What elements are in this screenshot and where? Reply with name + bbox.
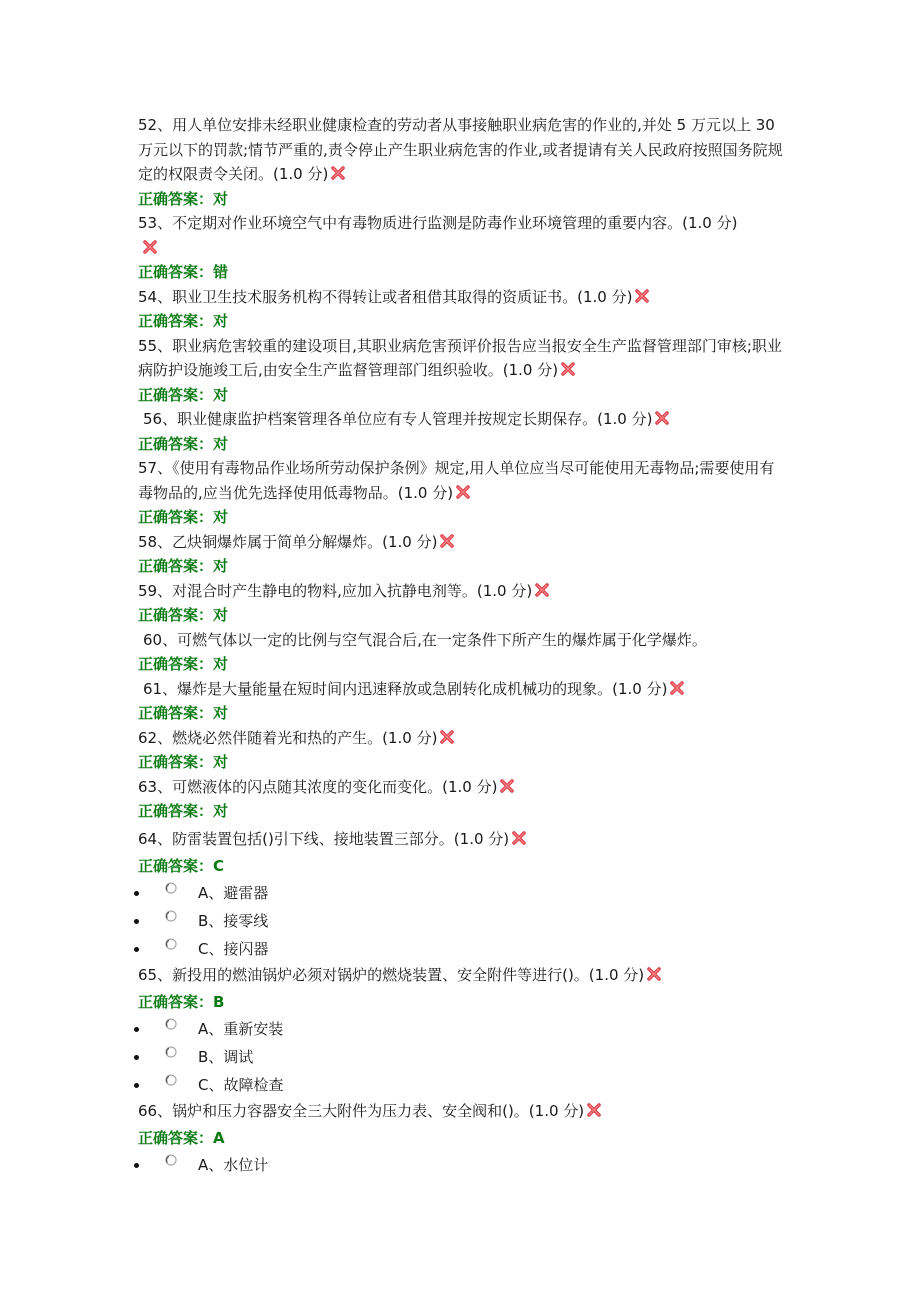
- option-label: A、水位计: [198, 1155, 269, 1174]
- question-60: 60、可燃气体以一定的比例与空气混合后,在一定条件下所产生的爆炸属于化学爆炸。: [143, 630, 707, 649]
- wrong-mark-icon: [499, 778, 515, 794]
- radio-button-icon[interactable]: [165, 1074, 177, 1086]
- question-53: 53、不定期对作业环境空气中有毒物质进行监测是防毒作业环境管理的重要内容。(1.0 分): [138, 211, 788, 260]
- answer-54: 正确答案：对: [138, 312, 229, 330]
- bullet: [134, 891, 139, 896]
- wrong-mark-icon: [646, 966, 662, 982]
- bullet: [134, 947, 139, 952]
- option-65-c[interactable]: [0, 1071, 650, 1099]
- radio-button-icon[interactable]: [165, 1154, 177, 1166]
- wrong-mark-icon: [634, 288, 650, 304]
- answer-60: 正确答案：对: [138, 655, 229, 673]
- question-52: 52、用人单位安排未经职业健康检查的劳动者从事接触职业病危害的作业的,并处 5 万元以上 30 万元以下的罚款;情节严重的,责令停止产生职业病危害的作业,或者提请有关人民政府按照国务院规定的权限责令关闭。(1.0 分): [138, 116, 783, 183]
- wrong-mark-icon: [330, 165, 346, 181]
- question-58: 58、乙炔铜爆炸属于简单分解爆炸。(1.0 分): [138, 530, 788, 555]
- wrong-mark-icon: [669, 680, 685, 696]
- question-66: 66、锅炉和压力容器安全三大附件为压力表、安全阀和()。(1.0 分): [138, 1099, 788, 1124]
- option-label: B、接零线: [198, 911, 269, 930]
- option-65-b[interactable]: [0, 1043, 650, 1071]
- wrong-mark-icon: [586, 1102, 602, 1118]
- answer-57: 正确答案：对: [138, 508, 229, 526]
- radio-button-icon[interactable]: [165, 938, 177, 950]
- answer-65: 正确答案：B: [138, 993, 225, 1011]
- answer-66: 正确答案：A: [138, 1129, 225, 1147]
- question-64: 64、防雷装置包括()引下线、接地装置三部分。(1.0 分): [138, 827, 788, 852]
- option-65-a[interactable]: [0, 1015, 650, 1043]
- question-59: 59、对混合时产生静电的物料,应加入抗静电剂等。(1.0 分): [138, 579, 788, 604]
- question-65: 65、新投用的燃油锅炉必须对锅炉的燃烧装置、安全附件等进行()。(1.0 分): [138, 963, 788, 988]
- answer-56: 正确答案：对: [138, 434, 229, 453]
- options-65: [0, 1015, 650, 1099]
- wrong-mark-icon: [534, 582, 550, 598]
- option-label: B、调试: [198, 1047, 254, 1066]
- question-55: 55、职业病危害较重的建设项目,其职业病危害预评价报告应当报安全生产监督管理部门审核;职业病防护设施竣工后,由安全生产监督管理部门组织验收。(1.0 分): [138, 336, 782, 379]
- wrong-mark-icon: [511, 830, 527, 846]
- wrong-mark-icon: [560, 361, 576, 377]
- radio-button-icon[interactable]: [165, 882, 177, 894]
- wrong-mark-icon: [142, 239, 158, 255]
- bullet: [134, 1083, 139, 1088]
- wrong-mark-icon: [439, 729, 455, 745]
- answer-61: 正确答案：对: [138, 704, 229, 722]
- option-label: C、接闪器: [198, 939, 269, 958]
- question-54: 54、职业卫生技术服务机构不得转让或者租借其取得的资质证书。(1.0 分): [138, 285, 788, 310]
- options-64: [0, 879, 650, 963]
- question-62: 62、燃烧必然伴随着光和热的产生。(1.0 分): [138, 726, 788, 751]
- wrong-mark-icon: [654, 410, 670, 426]
- question-list: [138, 113, 788, 1179]
- radio-button-icon[interactable]: [165, 1018, 177, 1030]
- wrong-mark-icon: [455, 484, 471, 500]
- question-57: 57、《使用有毒物品作业场所劳动保护条例》规定,用人单位应当尽可能使用无毒物品;需要使用有毒物品的,应当优先选择使用低毒物品。(1.0 分): [138, 459, 775, 502]
- option-66-a[interactable]: [0, 1151, 650, 1179]
- answer-58: 正确答案：对: [138, 557, 229, 575]
- bullet: [134, 1163, 139, 1168]
- option-64-a[interactable]: [0, 879, 650, 907]
- answer-64: 正确答案：C: [138, 857, 225, 875]
- option-64-c[interactable]: [0, 935, 650, 963]
- answer-55: 正确答案：对: [138, 385, 229, 404]
- option-label: C、故障检查: [198, 1075, 284, 1094]
- bullet: [134, 1055, 139, 1060]
- bullet: [134, 919, 139, 924]
- wrong-mark-icon: [439, 533, 455, 549]
- question-63: 63、可燃液体的闪点随其浓度的变化而变化。(1.0 分): [138, 775, 788, 800]
- answer-62: 正确答案：对: [138, 753, 229, 771]
- options-66: [0, 1151, 650, 1179]
- answer-53: 正确答案：错: [138, 263, 229, 281]
- answer-59: 正确答案：对: [138, 606, 229, 624]
- question-56: 56、职业健康监护档案管理各单位应有专人管理并按规定长期保存。(1.0 分): [138, 407, 788, 432]
- radio-button-icon[interactable]: [165, 1046, 177, 1058]
- option-label: A、重新安装: [198, 1019, 284, 1038]
- question-61: 61、爆炸是大量能量在短时间内迅速释放或急剧转化成机械功的现象。(1.0 分): [138, 677, 788, 702]
- radio-button-icon[interactable]: [165, 910, 177, 922]
- option-label: A、避雷器: [198, 883, 269, 902]
- answer-63: 正确答案：对: [138, 802, 229, 820]
- answer-52: 正确答案：对: [138, 189, 229, 208]
- bullet: [134, 1027, 139, 1032]
- option-64-b[interactable]: [0, 907, 650, 935]
